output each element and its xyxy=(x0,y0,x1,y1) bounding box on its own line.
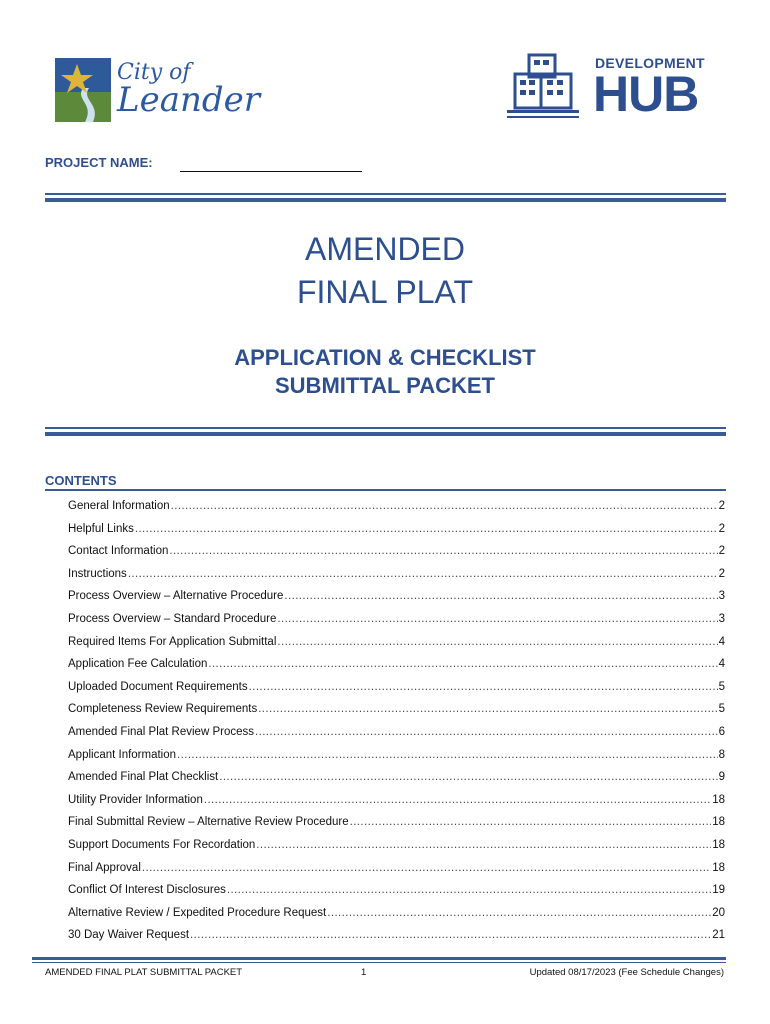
toc-label: General Information xyxy=(68,500,170,512)
toc-leader xyxy=(204,794,711,806)
toc-leader xyxy=(177,749,718,761)
toc-leader xyxy=(258,703,717,715)
toc-leader xyxy=(227,884,711,896)
document-title-line1: AMENDED xyxy=(304,231,465,267)
toc-leader xyxy=(135,523,718,535)
toc-page: 4 xyxy=(718,658,725,671)
star-emblem-icon xyxy=(55,58,111,122)
toc-page: 2 xyxy=(718,522,725,535)
toc-entry[interactable] xyxy=(68,749,725,772)
footer-page-number: 1 xyxy=(361,967,367,978)
building-icon xyxy=(505,52,585,124)
toc-label: Alternative Review / Expedited Procedure Request xyxy=(68,906,327,919)
toc-page: 21 xyxy=(712,929,725,942)
toc-label: Helpful Links xyxy=(68,522,134,535)
toc-label: Instructions xyxy=(68,567,127,580)
toc-page: 3 xyxy=(718,612,725,625)
toc-page: 5 xyxy=(718,680,725,693)
toc-entry[interactable] xyxy=(68,613,725,636)
toc-entry[interactable] xyxy=(68,726,725,749)
city-of-leander-logo xyxy=(55,58,260,124)
divider xyxy=(45,193,726,195)
divider xyxy=(45,432,726,436)
toc-entry[interactable] xyxy=(68,884,725,907)
toc-label: Support Documents For Recordation xyxy=(68,838,256,851)
toc-label: Contact Information xyxy=(68,545,169,558)
toc-page: 18 xyxy=(712,838,725,851)
footer-divider xyxy=(32,962,726,963)
toc-label: Amended Final Plat Review Process xyxy=(68,725,254,738)
toc-entry[interactable] xyxy=(68,523,725,546)
toc-page: 6 xyxy=(718,725,725,738)
toc-label: Final Submittal Review – Alternative Review Procedure xyxy=(68,816,349,829)
logo-text-city-of: City of xyxy=(117,60,191,85)
logo-text-leander: Leander xyxy=(117,80,261,120)
toc-leader xyxy=(128,568,718,580)
toc-leader xyxy=(169,545,717,557)
toc-entry[interactable] xyxy=(68,681,725,704)
toc-page: 5 xyxy=(718,703,725,716)
toc-entry[interactable] xyxy=(68,771,725,794)
toc-leader xyxy=(142,862,711,874)
toc-page: 4 xyxy=(718,635,725,648)
document-subtitle-line1: APPLICATION & CHECKLIST xyxy=(234,345,536,370)
toc-page: 20 xyxy=(712,906,725,919)
toc-label: Utility Provider Information xyxy=(68,793,203,806)
toc-label: Required Items For Application Submittal xyxy=(68,635,277,648)
toc-leader xyxy=(327,907,711,919)
toc-leader xyxy=(208,658,717,670)
toc-page: 2 xyxy=(718,545,725,558)
toc-leader xyxy=(277,613,717,625)
toc-entry[interactable] xyxy=(68,907,725,930)
divider xyxy=(45,427,726,429)
toc-entry[interactable] xyxy=(68,500,725,523)
footer-updated-date: Updated 08/17/2023 (Fee Schedule Changes) xyxy=(529,967,724,978)
toc-entry[interactable] xyxy=(68,590,725,613)
toc-entry[interactable] xyxy=(68,816,725,839)
document-title-line2: FINAL PLAT xyxy=(296,274,474,310)
toc-leader xyxy=(219,771,717,783)
divider xyxy=(45,489,726,491)
table-of-contents xyxy=(68,500,725,952)
toc-entry[interactable] xyxy=(68,703,725,726)
logo-text-development: DEVELOPMENT xyxy=(595,55,705,71)
toc-label: Application Fee Calculation xyxy=(68,658,208,671)
toc-page: 2 xyxy=(718,567,725,580)
logo-text-hub: HUB xyxy=(593,66,699,122)
toc-leader xyxy=(350,816,712,828)
project-name-field[interactable] xyxy=(180,171,362,172)
toc-entry[interactable] xyxy=(68,794,725,817)
divider xyxy=(45,198,726,202)
toc-leader xyxy=(277,636,717,648)
toc-page: 8 xyxy=(718,748,725,761)
toc-label: Conflict Of Interest Disclosures xyxy=(68,884,226,897)
toc-label: Applicant Information xyxy=(68,748,177,761)
development-hub-logo xyxy=(505,52,715,124)
toc-entry[interactable] xyxy=(68,862,725,885)
footer-divider xyxy=(32,957,726,960)
toc-leader xyxy=(256,839,711,851)
toc-entry[interactable] xyxy=(68,658,725,681)
toc-leader xyxy=(190,929,711,941)
toc-label: Completeness Review Requirements xyxy=(68,703,258,716)
toc-label: 30 Day Waiver Request xyxy=(68,929,190,942)
project-name-label: PROJECT NAME: xyxy=(45,155,153,170)
toc-leader xyxy=(284,590,717,602)
toc-page: 18 xyxy=(712,816,725,829)
toc-entry[interactable] xyxy=(68,545,725,568)
footer-document-name: AMENDED FINAL PLAT SUBMITTAL PACKET xyxy=(45,967,243,978)
toc-entry[interactable] xyxy=(68,636,725,659)
toc-entry[interactable] xyxy=(68,568,725,591)
contents-heading: CONTENTS xyxy=(45,473,117,488)
toc-leader xyxy=(171,500,718,512)
toc-entry[interactable] xyxy=(68,839,725,862)
toc-page: 9 xyxy=(718,771,725,784)
toc-page: 18 xyxy=(712,793,725,806)
toc-page: 18 xyxy=(712,861,725,874)
toc-label: Process Overview – Standard Procedure xyxy=(68,612,277,625)
toc-leader xyxy=(255,726,718,738)
toc-label: Uploaded Document Requirements xyxy=(68,680,248,693)
toc-label: Amended Final Plat Checklist xyxy=(68,771,219,784)
toc-page: 2 xyxy=(718,500,725,512)
toc-label: Final Approval xyxy=(68,861,141,874)
toc-page: 3 xyxy=(718,590,725,603)
toc-entry[interactable] xyxy=(68,929,725,952)
toc-label: Process Overview – Alternative Procedure xyxy=(68,590,284,603)
toc-page: 19 xyxy=(712,884,725,897)
document-subtitle-line2: SUBMITTAL PACKET xyxy=(275,373,495,398)
toc-leader xyxy=(249,681,718,693)
